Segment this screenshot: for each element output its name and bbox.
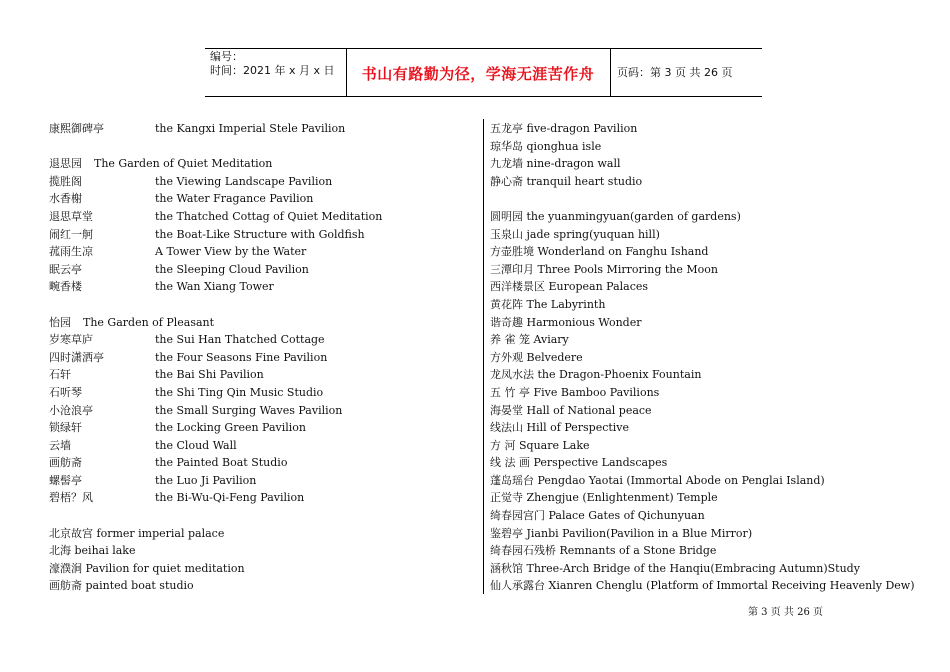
- glossary-entry-text: 北海 beihai lake: [49, 544, 136, 558]
- glossary-entry: [49, 208, 474, 226]
- chinese-term: 云墙: [49, 438, 71, 452]
- chinese-term: 菰雨生凉: [49, 245, 93, 259]
- glossary-entry-text: 方壶胜境 Wonderland on Fanghu Ishand: [490, 245, 709, 259]
- english-term: The Garden of Pleasant: [83, 315, 215, 329]
- glossary-entry-text: 五 竹 亭 Five Bamboo Pavilions: [490, 385, 660, 399]
- section-heading: [49, 314, 474, 332]
- section-heading: [49, 155, 474, 173]
- glossary-entry-text: 正觉寺 Zhengjue (Enlightenment) Temple: [490, 491, 718, 505]
- glossary-entry: [490, 437, 910, 455]
- glossary-entry: [49, 437, 474, 455]
- english-term: the Kangxi Imperial Stele Pavilion: [155, 122, 346, 135]
- blank-line: [49, 296, 474, 314]
- english-term: the Locking Green Pavilion: [155, 421, 306, 435]
- chinese-term: 岁寒草庐: [49, 333, 93, 347]
- glossary-entry: [49, 226, 474, 244]
- document-number-label: 编号：: [210, 50, 243, 63]
- glossary-entry: [49, 173, 474, 191]
- english-term: the Bi-Wu-Qi-Feng Pavilion: [155, 491, 305, 505]
- glossary-entry-text: 玉泉山 jade spring(yuquan hill): [490, 227, 660, 241]
- glossary-entry: [49, 278, 474, 296]
- chinese-term: 石轩: [49, 368, 71, 382]
- glossary-entry: [49, 261, 474, 279]
- chinese-term: 石听琴: [49, 385, 82, 399]
- chinese-term: 螺髻亭: [49, 473, 82, 487]
- english-term: the Shi Ting Qin Music Studio: [155, 385, 324, 399]
- chinese-term: 怡园: [49, 315, 71, 329]
- glossary-entry: [490, 314, 910, 332]
- english-term: the Painted Boat Studio: [155, 456, 288, 470]
- glossary-entry: [49, 331, 474, 349]
- blank-line: [49, 507, 474, 525]
- glossary-entry: [490, 560, 910, 578]
- glossary-entry: [490, 331, 910, 349]
- chinese-term: 水香榭: [49, 192, 82, 206]
- glossary-entry-text: 静心斋 tranquil heart studio: [490, 174, 643, 188]
- glossary-entry: [490, 507, 910, 525]
- glossary-entry: [49, 349, 474, 367]
- glossary-entry: [490, 525, 910, 543]
- chinese-term: 闹红一舸: [49, 227, 93, 241]
- glossary-entry: [49, 542, 474, 560]
- chinese-term: 眠云亭: [49, 262, 82, 276]
- english-term: the Bai Shi Pavilion: [155, 368, 264, 382]
- glossary-entry-text: 九龙墙 nine-dragon wall: [490, 157, 621, 171]
- glossary-entry-text: 养 雀 笼 Aviary: [490, 333, 569, 347]
- chinese-term: 锁绿轩: [49, 421, 82, 435]
- english-term: the Water Fragance Pavilion: [155, 192, 314, 206]
- english-term: the Small Surging Waves Pavilion: [155, 403, 343, 417]
- glossary-entry: [490, 402, 910, 420]
- glossary-entry: [490, 577, 915, 595]
- glossary-entry: [49, 243, 474, 261]
- english-term: the Boat-Like Structure with Goldfish: [155, 227, 365, 241]
- glossary-entry-text: 绮春园宫门 Palace Gates of Qichunyuan: [490, 509, 705, 523]
- glossary-entry: [490, 454, 910, 472]
- glossary-entry: [490, 472, 910, 490]
- glossary-entry: [490, 155, 910, 173]
- glossary-entry-text: 龙凤水法 the Dragon-Phoenix Fountain: [490, 368, 702, 382]
- glossary-entry: [49, 577, 474, 595]
- glossary-entry: [490, 542, 910, 560]
- chinese-term: 小沧浪亭: [49, 403, 93, 417]
- english-term: the Thatched Cottag of Quiet Meditation: [155, 209, 383, 223]
- left-column: [49, 120, 474, 595]
- english-term: the Sui Han Thatched Cottage: [155, 333, 325, 347]
- blank-line: [49, 138, 474, 156]
- glossary-entry-text: 线 法 画 Perspective Landscapes: [490, 456, 668, 470]
- glossary-entry-text: 方外观 Belvedere: [490, 350, 583, 364]
- page-footer: 第 3 页 共 26 页: [748, 607, 823, 618]
- glossary-entry-text: 黄花阵 The Labyrinth: [490, 297, 606, 311]
- glossary-entry: [49, 560, 474, 578]
- chinese-term: 畹香楼: [49, 280, 82, 294]
- glossary-entry-text: 线法山 Hill of Perspective: [490, 421, 630, 435]
- english-term: the Wan Xiang Tower: [155, 280, 274, 294]
- english-term: the Sleeping Cloud Pavilion: [155, 262, 309, 276]
- glossary-entry-text: 五龙亭 five-dragon Pavilion: [490, 122, 638, 135]
- glossary-entry: [490, 278, 910, 296]
- glossary-entry-text: 圆明园 the yuanmingyuan(garden of gardens): [490, 209, 741, 223]
- glossary-entry: [490, 366, 910, 384]
- header-bottom-rule: [205, 96, 762, 97]
- glossary-entry: [49, 419, 474, 437]
- glossary-entry: [49, 472, 474, 490]
- glossary-entry: [49, 366, 474, 384]
- glossary-entry-text: 海晏堂 Hall of National peace: [490, 403, 652, 417]
- glossary-entry-text: 谐奇趣 Harmonious Wonder: [490, 315, 642, 329]
- glossary-entry: [490, 419, 910, 437]
- chinese-term: 碧梧？风: [49, 491, 93, 505]
- glossary-entry: [490, 226, 910, 244]
- header-motto: 书山有路勤为径，学海无涯苦作舟: [361, 65, 595, 83]
- glossary-entry-text: 三潭印月 Three Pools Mirroring the Moon: [490, 262, 718, 276]
- glossary-entry: [490, 208, 910, 226]
- glossary-entry: [49, 384, 474, 402]
- english-term: A Tower View by the Water: [155, 245, 307, 259]
- blank-line: [490, 190, 910, 208]
- glossary-entry: [49, 489, 474, 507]
- glossary-entry: [490, 489, 910, 507]
- header-top-rule: [205, 48, 762, 49]
- chinese-term: 退思草堂: [49, 209, 93, 223]
- glossary-entry: [490, 173, 910, 191]
- glossary-entry-text: 画舫斋 painted boat studio: [49, 579, 194, 593]
- glossary-entry: [49, 120, 474, 138]
- chinese-term: 揽胜阁: [49, 174, 82, 188]
- glossary-entry: [490, 296, 910, 314]
- english-term: the Viewing Landscape Pavilion: [155, 174, 333, 188]
- glossary-entry-text: 仙人承露台 Xianren Chenglu (Platform of Immortal Receiving Heavenly Dew): [490, 579, 915, 593]
- glossary-entry: [490, 349, 910, 367]
- glossary-entry: [49, 190, 474, 208]
- glossary-entry-text: 涵秋馆 Three-Arch Bridge of the Hanqiu(Embracing Autumn)Study: [490, 561, 860, 575]
- glossary-entry: [490, 120, 910, 138]
- right-column: [490, 120, 915, 595]
- column-divider: [483, 119, 484, 594]
- glossary-entry: [490, 261, 910, 279]
- english-term: the Four Seasons Fine Pavilion: [155, 350, 328, 364]
- glossary-entry: [490, 384, 910, 402]
- glossary-entry: [49, 454, 474, 472]
- english-term: the Cloud Wall: [155, 438, 237, 452]
- chinese-term: 康熙御碑亭: [49, 122, 104, 135]
- glossary-entry-text: 琼华岛 qionghua isle: [490, 139, 602, 153]
- glossary-entry: [49, 525, 474, 543]
- glossary-entry-text: 蓬岛瑶台 Pengdao Yaotai (Immortal Abode on Penglai Island): [490, 473, 825, 487]
- glossary-entry-text: 方 河 Square Lake: [490, 438, 590, 452]
- glossary-entry-text: 濠濮涧 Pavilion for quiet meditation: [49, 561, 245, 575]
- header-divider-2: [610, 48, 611, 97]
- glossary-entry: [490, 243, 910, 261]
- glossary-entry-text: 北京故宫 former imperial palace: [49, 526, 225, 540]
- glossary-entry: [490, 138, 910, 156]
- chinese-term: 画舫斋: [49, 456, 82, 470]
- glossary-entry-text: 鉴碧亭 Jianbi Pavilion(Pavilion in a Blue Mirror): [490, 526, 753, 540]
- chinese-term: 四时潇洒亭: [49, 350, 104, 364]
- header-page-label: 页码：第 3 页 共 26 页: [617, 66, 733, 79]
- english-term: The Garden of Quiet Meditation: [94, 157, 273, 171]
- glossary-entry: [49, 402, 474, 420]
- glossary-entry-text: 西洋楼景区 European Palaces: [490, 280, 649, 294]
- document-time-label: 时间：2021 年 x 月 x 日: [210, 64, 335, 77]
- header-meta: [210, 50, 335, 78]
- chinese-term: 退思园: [49, 157, 82, 171]
- english-term: the Luo Ji Pavilion: [155, 473, 257, 487]
- glossary-entry-text: 绮春园石残桥 Remnants of a Stone Bridge: [490, 544, 717, 558]
